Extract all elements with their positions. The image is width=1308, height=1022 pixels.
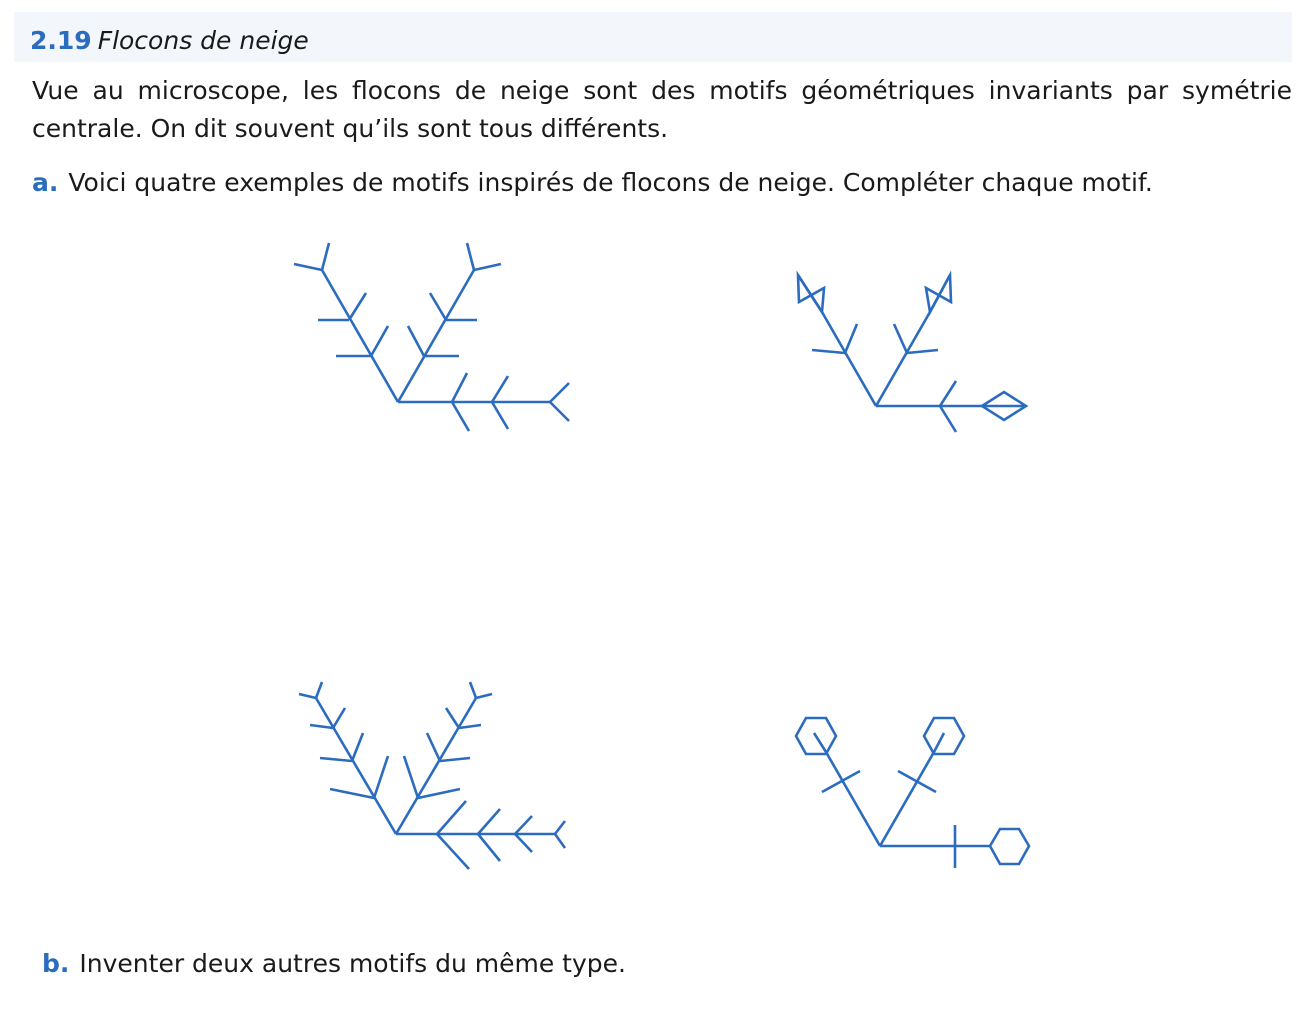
- exercise-number: 2.19: [30, 26, 92, 55]
- question-b-text: Inventer deux autres motifs du même type.: [79, 949, 626, 978]
- snowflake-motif-2: [798, 275, 1026, 432]
- hexagon-tip-bottom: [990, 829, 1029, 864]
- snowflake-motif-3: [299, 682, 565, 869]
- question-b: [42, 947, 626, 981]
- exercise-name: Flocons de neige: [97, 26, 309, 55]
- snowflake-motif-1: [294, 243, 569, 431]
- question-a-letter: a.: [32, 168, 59, 197]
- hexagon-tip-right: [924, 718, 964, 754]
- question-b-letter: b.: [42, 949, 70, 978]
- question-a-text: Voici quatre exemples de motifs inspirés de flocons de neige. Compléter chaque motif.: [68, 168, 1153, 197]
- snowflake-motif-4: [796, 718, 1029, 868]
- exercise-intro: Vue au microscope, les flocons de neige sont des motifs géométriques invariants par symétrie centrale. On dit souvent qu’ils sont tous différents.: [32, 76, 1292, 143]
